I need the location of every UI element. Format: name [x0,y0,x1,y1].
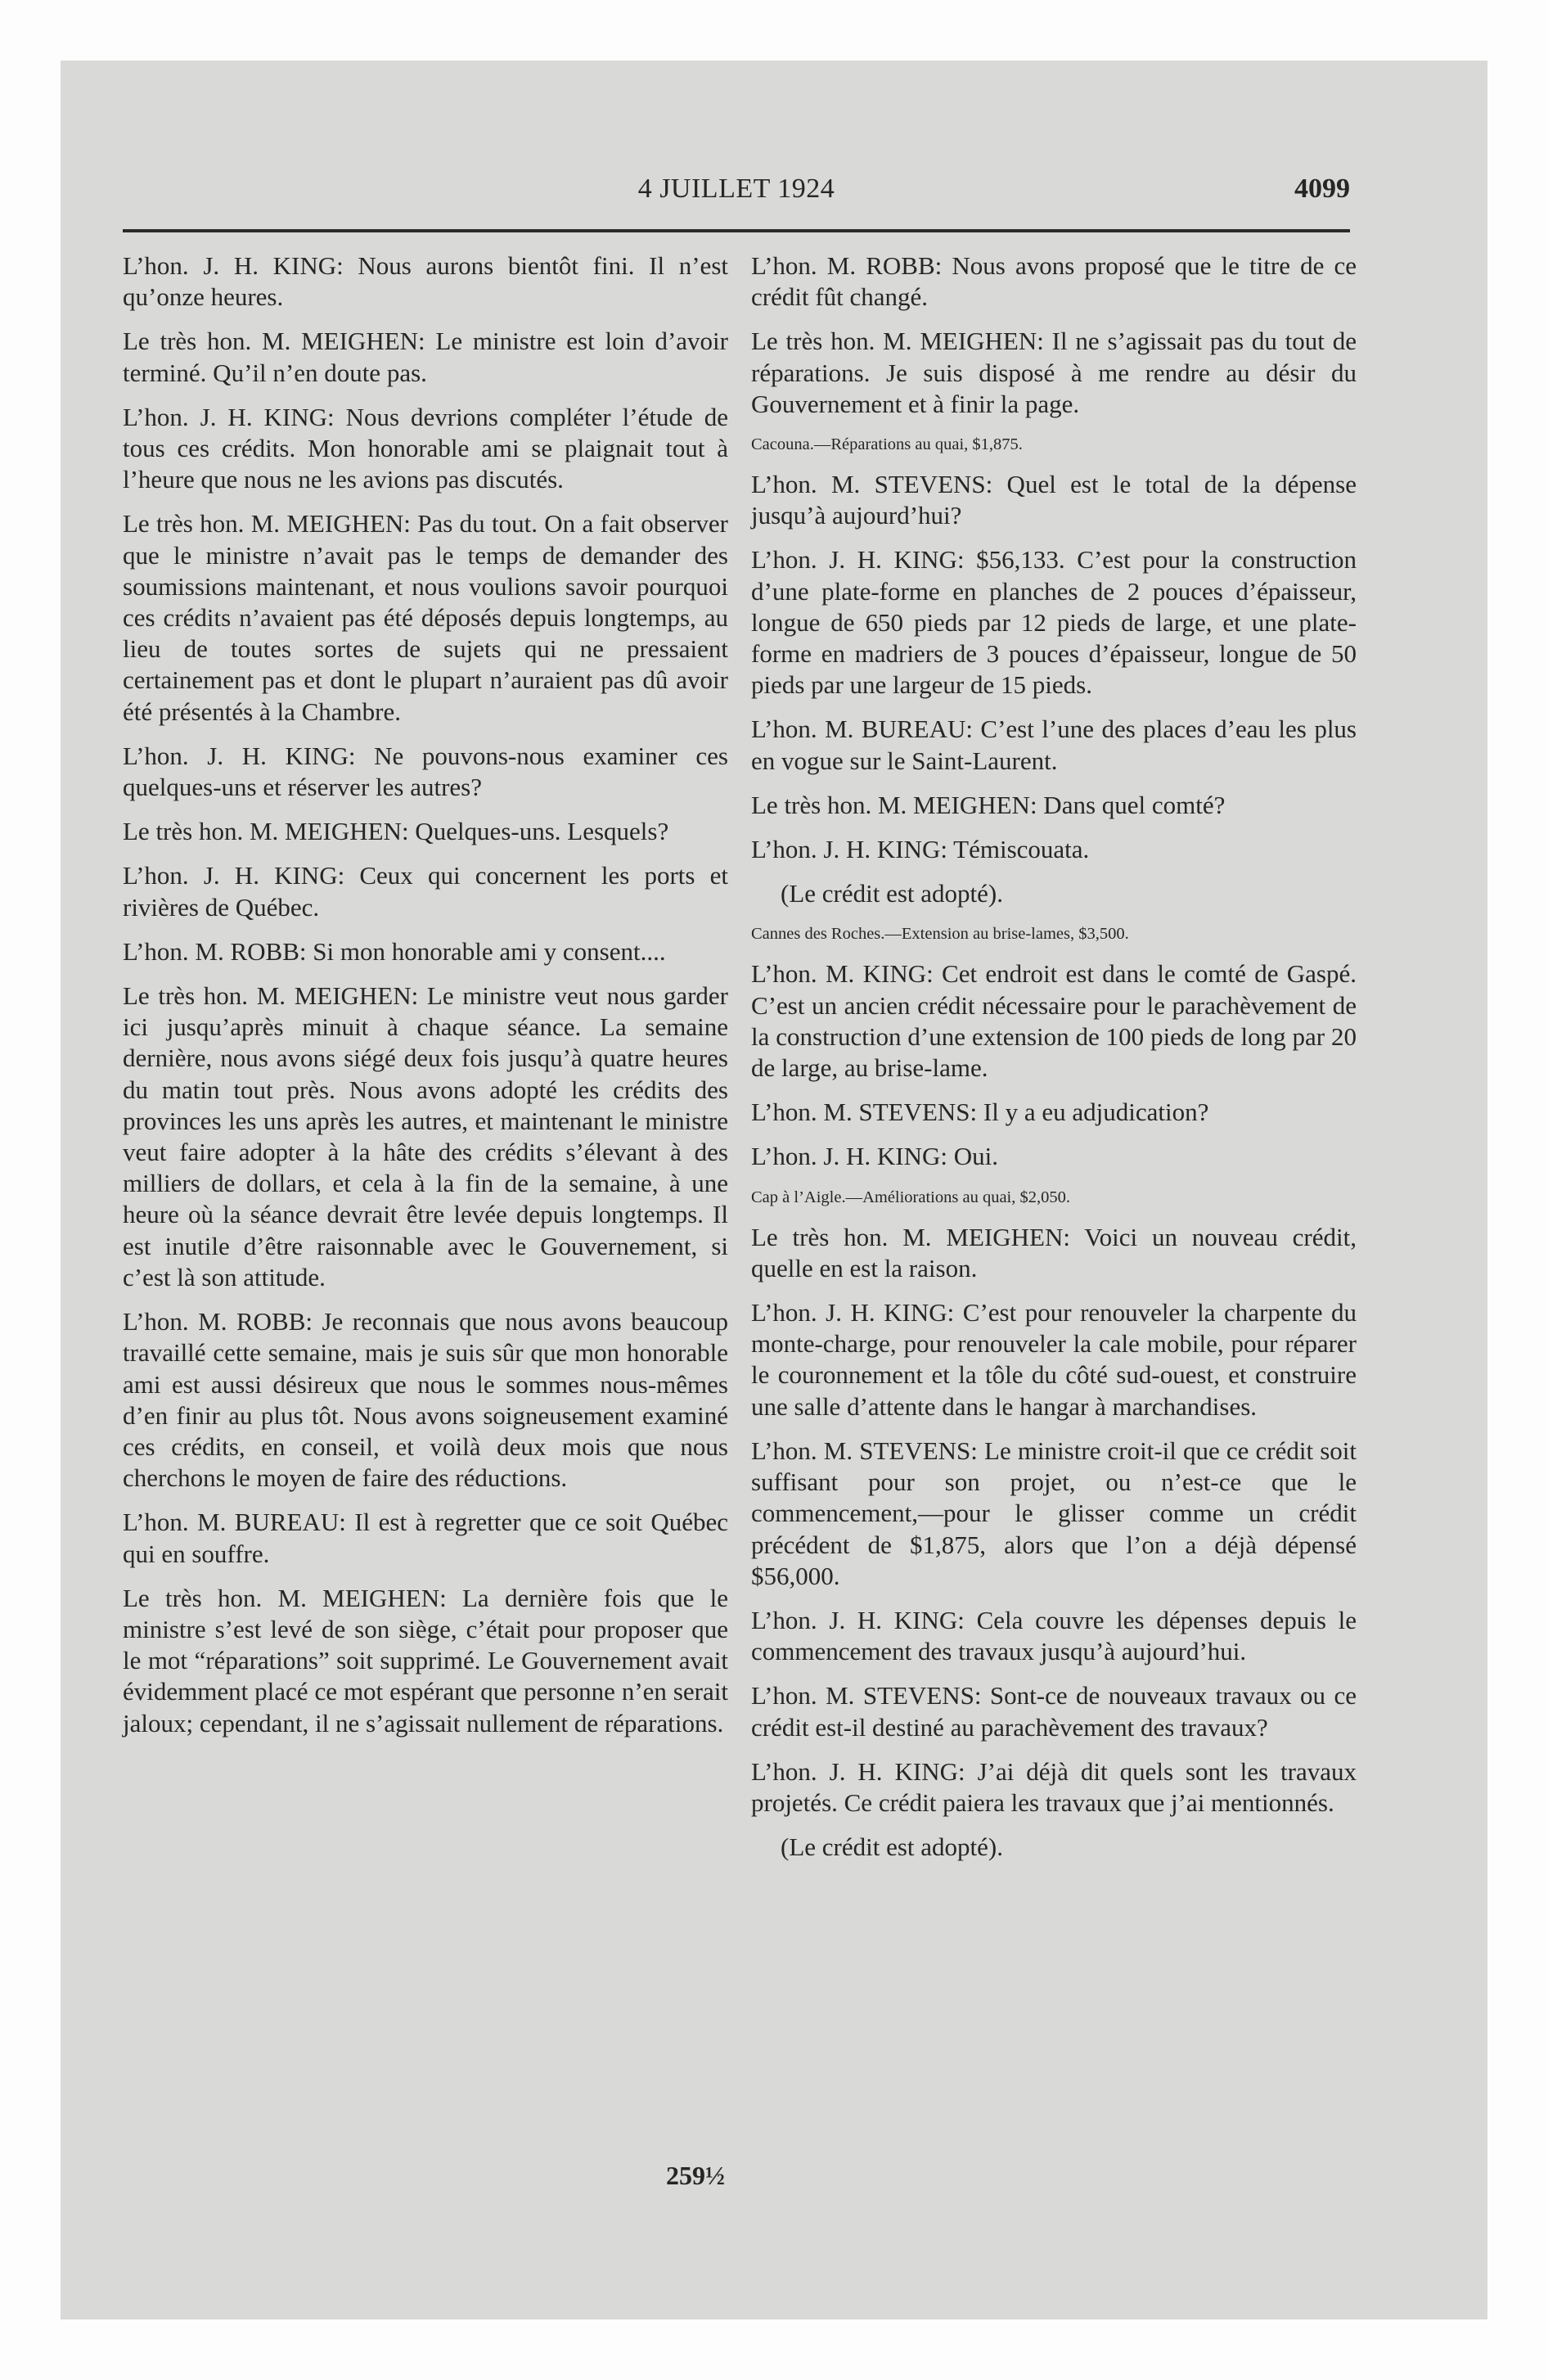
paragraph: Le très hon. M. MEIGHEN: Le ministre est loin d’avoir terminé. Qu’il n’en doute pas. [123,327,728,387]
page-header [123,174,1350,219]
paragraph: L’hon. J. H. KING: Ceux qui concernent les ports et rivières de Québec. [123,861,728,922]
paragraph: L’hon. M. STEVENS: Sont-ce de nouveaux travaux ou ce crédit est-il destiné au parachèvement des travaux? [751,1681,1357,1742]
right-column [751,250,1357,1876]
paragraph: L’hon. J. H. KING: Oui. [751,1142,998,1171]
paragraph: L’hon. J. H. KING: Nous devrions compléter l’étude de tous ces crédits. Mon honorable ami se plaignait tout à l’heure que nous ne les avions pas discutés. [123,402,728,494]
paragraph: L’hon. M. KING: Cet endroit est dans le comté de Gaspé. C’est un ancien crédit nécessaire pour le parachèvement de la construction d’une extension de 100 pieds de long par 20 de large, au brise-lame. [751,959,1357,1083]
paragraph: L’hon. J. H. KING: Nous aurons bientôt fini. Il n’est qu’onze heures. [123,251,728,312]
paragraph: L’hon. M. ROBB: Je reconnais que nous avons beaucoup travaillé cette semaine, mais je suis sûr que mon honorable ami est aussi désireux que nous le sommes nous-mêmes d’en finir au plus tôt. Nous avons soigneusement examiné ces crédits, en conseil, et voilà deux mois que nous cherchons le moyen de faire des réductions. [123,1307,728,1493]
vote-item-heading: Cap à l’Aigle.—Améliorations au quai, $2,050. [751,1188,1070,1206]
paragraph: Le très hon. M. MEIGHEN: La dernière fois que le ministre s’est levé de son siège, c’était pour proposer que le mot “réparations” soit supprimé. Le Gouvernement avait évidemment placé ce mot espérant que personne n’en serait jaloux; cependant, il ne s’agissait nullement de réparations. [123,1583,728,1738]
header-page-number: 4099 [1294,174,1350,204]
paragraph: L’hon. J. H. KING: J’ai déjà dit quels sont les travaux projetés. Ce crédit paiera les travaux que j’ai mentionnés. [751,1756,1357,1817]
paragraph: Le très hon. M. MEIGHEN: Dans quel comté? [751,790,1226,819]
paragraph: Le très hon. M. MEIGHEN: Le ministre veut nous garder ici jusqu’après minuit à chaque séance. La semaine dernière, nous avons siégé deux fois jusqu’à quatre heures du matin tout près. Nous avons adopté les crédits des provinces les uns après les autres, et maintenant le ministre veut faire adopter à la hâte des crédits s’élevant à des milliers de dollars, et cela à la fin de la semaine, à une heure où la séance devrait être levée depuis longtemps. Il est inutile d’être raisonnable avec le Gouvernement, si c’est là son attitude. [123,981,728,1291]
paragraph: L’hon. M. BUREAU: C’est l’une des places d’eau les plus en vogue sur le Saint-Laurent. [751,714,1357,775]
left-column [123,250,728,1752]
paragraph: L’hon. J. H. KING: $56,133. C’est pour la construction d’une plate-forme en planches de 2 pouces d’épaisseur, longue de 650 pieds par 12 pieds de large, et une plate-forme en madriers de 3 pouces d’épaisseur, longue de 50 pieds par une largeur de 15 pieds. [751,545,1357,700]
signature-folio: 259½ [666,2161,725,2190]
paragraph: L’hon. J. H. KING: Ne pouvons-nous examiner ces quelques-uns et réserver les autres? [123,741,728,802]
paragraph: L’hon. M. STEVENS: Il y a eu adjudication? [751,1098,1209,1127]
adopted-note: (Le crédit est adopté). [781,1832,1003,1862]
paragraph: Le très hon. M. MEIGHEN: Il ne s’agissait pas du tout de réparations. Je suis disposé à me rendre au désir du Gouvernement et à finir la page. [751,327,1357,418]
paragraph: Le très hon. M. MEIGHEN: Voici un nouveau crédit, quelle en est la raison. [751,1222,1357,1282]
paragraph: L’hon. J. H. KING: Témiscouata. [751,835,1090,864]
paragraph: L’hon. M. STEVENS: Quel est le total de la dépense jusqu’à aujourd’hui? [751,470,1357,530]
paragraph: L’hon. M. STEVENS: Le ministre croit-il que ce crédit soit suffisant pour son projet, ou n’est-ce que le commencement,—pour le glisser comme un crédit précédent de $1,875, alors que l’on a déjà dépensé $56,000. [751,1436,1357,1590]
vote-item-heading: Cannes des Roches.—Extension au brise-lames, $3,500. [751,925,1129,944]
paragraph: L’hon. M. BUREAU: Il est à regretter que ce soit Québec qui en souffre. [123,1508,728,1568]
header-rule [123,229,1350,232]
header-date: 4 JUILLET 1924 [637,174,835,204]
paragraph: L’hon. J. H. KING: Cela couvre les dépenses depuis le commencement des travaux jusqu’à aujourd’hui. [751,1605,1357,1666]
paragraph: Le très hon. M. MEIGHEN: Pas du tout. On a fait observer que le ministre n’avait pas le temps de demander des soumissions maintenant, et nous voulions savoir pourquoi ces crédits n’avaient pas été déposés depuis longtemps, au lieu de toutes sortes de sujets qui ne pressaient certainement pas et dont le plupart n’auraient pas dû avoir été présentés à la Chambre. [123,509,728,726]
paragraph: L’hon. M. ROBB: Nous avons proposé que le titre de ce crédit fût changé. [751,251,1357,312]
vote-item-heading: Cacouna.—Réparations au quai, $1,875. [751,435,1023,454]
paragraph: L’hon. J. H. KING: C’est pour renouveler la charpente du monte-charge, pour renouveler la cale mobile, pour réparer le couronnement et la tôle du côté sud-ouest, et construire une salle d’attente dans le hangar à marchandises. [751,1298,1357,1421]
paragraph: L’hon. M. ROBB: Si mon honorable ami y consent.... [123,936,666,966]
paragraph: Le très hon. M. MEIGHEN: Quelques-uns. Lesquels? [123,817,669,846]
adopted-note: (Le crédit est adopté). [781,879,1003,908]
